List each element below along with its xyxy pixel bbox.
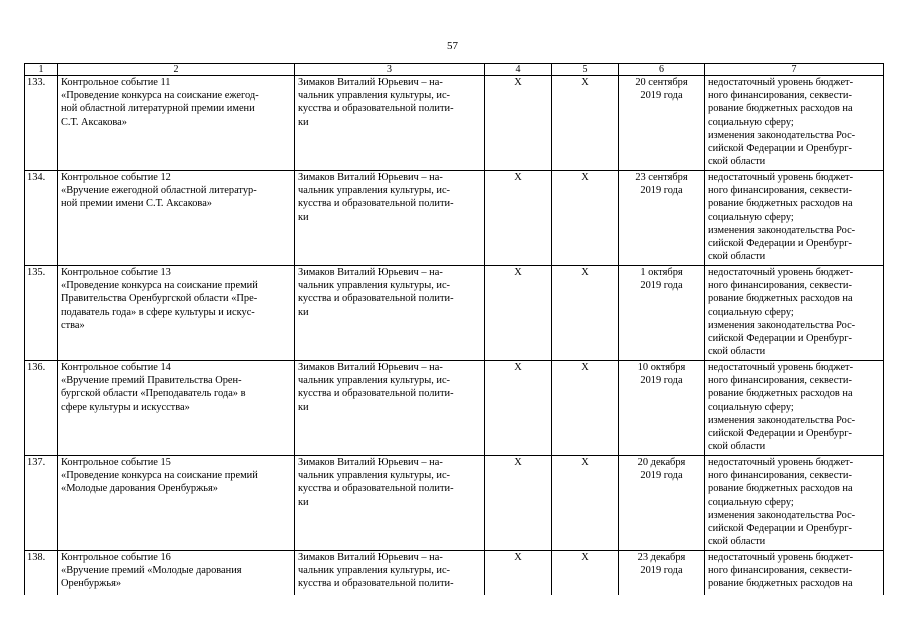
row-number-cell	[25, 171, 58, 266]
row-number: 138.	[27, 552, 46, 563]
responsible-text-line: ки	[298, 496, 309, 508]
event-cell	[58, 361, 295, 456]
table-container	[24, 63, 886, 595]
risk-text-line: социальную сферу;	[708, 116, 794, 128]
risk-text-line: изменения законодательства Рос-	[708, 414, 856, 426]
header-col-6: 6	[619, 64, 705, 76]
date-cell	[619, 171, 705, 266]
risk-text-line: социальную сферу;	[708, 211, 794, 223]
event-text-line: Правительства Оренбургской области «Пре-	[61, 293, 258, 305]
risk-text-line: недостаточный уровень бюджет-	[708, 172, 854, 183]
responsible-text-line: кусства и образовательной полити-	[298, 483, 454, 495]
row-number: 133.	[27, 77, 46, 88]
responsible-cell	[295, 456, 485, 551]
responsible-cell	[295, 171, 485, 266]
row-number: 136.	[27, 362, 46, 373]
event-text-line: Контрольное событие 13	[61, 267, 171, 278]
event-text-line: ства»	[61, 319, 85, 331]
date-text-line: 2019 года	[640, 375, 683, 387]
responsible-text-line: чальник управления культуры, ис-	[298, 280, 451, 292]
date-cell	[619, 76, 705, 171]
event-text-line: С.Т. Аксакова»	[61, 116, 127, 128]
col5-cell	[552, 456, 619, 551]
date-text-line: 20 декабря	[637, 457, 686, 468]
event-text-line: Контрольное событие 12	[61, 172, 171, 183]
event-text-line: бургской области «Преподаватель года» в	[61, 388, 246, 400]
col4-cell	[485, 171, 552, 266]
col5-cell	[552, 551, 619, 596]
risk-text-line: социальную сферу;	[708, 496, 794, 508]
date-text-line: 20 сентября	[635, 77, 688, 88]
risk-text-line: рование бюджетных расходов на	[708, 388, 853, 400]
responsible-text-line: Зимаков Виталий Юрьевич – на-	[298, 457, 443, 468]
table-row	[25, 266, 884, 361]
control-events-table	[24, 63, 884, 595]
risk-text-line: недостаточный уровень бюджет-	[708, 552, 854, 563]
header-col-4: 4	[485, 64, 552, 76]
row-number-cell	[25, 551, 58, 596]
risk-cell	[705, 266, 884, 361]
col5-mark: X	[581, 457, 589, 468]
risk-text-line: сийской Федерации и Оренбург-	[708, 523, 852, 535]
date-text-line: 2019 года	[640, 90, 683, 102]
responsible-text-line: чальник управления культуры, ис-	[298, 185, 451, 197]
row-number-cell	[25, 76, 58, 171]
col4-mark: X	[514, 172, 522, 183]
col4-mark: X	[514, 267, 522, 278]
responsible-text-line: кусства и образовательной полити-	[298, 578, 454, 590]
responsible-text-line: чальник управления культуры, ис-	[298, 375, 451, 387]
responsible-text-line: чальник управления культуры, ис-	[298, 470, 451, 482]
row-number: 134.	[27, 172, 46, 183]
table-row	[25, 171, 884, 266]
col4-mark: X	[514, 362, 522, 373]
risk-text-line: сийской Федерации и Оренбург-	[708, 333, 852, 345]
event-text-line: «Молодые дарования Оренбуржья»	[61, 483, 219, 495]
risk-cell	[705, 456, 884, 551]
risk-text-line: недостаточный уровень бюджет-	[708, 457, 854, 468]
header-col-1: 1	[25, 64, 58, 76]
responsible-text-line: Зимаков Виталий Юрьевич – на-	[298, 77, 443, 88]
risk-text-line: изменения законодательства Рос-	[708, 319, 856, 331]
date-cell	[619, 361, 705, 456]
date-cell	[619, 456, 705, 551]
date-text-line: 2019 года	[640, 470, 683, 482]
col5-mark: X	[581, 267, 589, 278]
risk-text-line: социальную сферу;	[708, 401, 794, 413]
col5-mark: X	[581, 77, 589, 88]
risk-cell	[705, 551, 884, 596]
responsible-text-line: кусства и образовательной полити-	[298, 198, 454, 210]
responsible-text-line: Зимаков Виталий Юрьевич – на-	[298, 362, 443, 373]
table-row	[25, 76, 884, 171]
responsible-text-line: Зимаков Виталий Юрьевич – на-	[298, 172, 443, 183]
event-text-line: Контрольное событие 11	[61, 77, 171, 88]
table-row	[25, 551, 884, 596]
risk-text-line: сийской Федерации и Оренбург-	[708, 428, 852, 440]
date-text-line: 2019 года	[640, 280, 683, 292]
col4-mark: X	[514, 77, 522, 88]
risk-text-line: изменения законодательства Рос-	[708, 509, 856, 521]
risk-text-line: ской области	[708, 441, 766, 453]
row-number-cell	[25, 456, 58, 551]
event-cell	[58, 171, 295, 266]
date-text-line: 10 октября	[637, 362, 686, 373]
col4-mark: X	[514, 457, 522, 468]
event-text-line: сфере культуры и искусства»	[61, 401, 190, 413]
risk-text-line: изменения законодательства Рос-	[708, 129, 856, 141]
event-text-line: «Вручение премий «Молодые дарования	[61, 565, 242, 577]
responsible-text-line: ки	[298, 306, 309, 318]
risk-text-line: недостаточный уровень бюджет-	[708, 77, 854, 88]
risk-cell	[705, 361, 884, 456]
responsible-text-line: чальник управления культуры, ис-	[298, 90, 451, 102]
responsible-text-line: ки	[298, 211, 309, 223]
col5-mark: X	[581, 552, 589, 563]
date-text-line: 2019 года	[640, 185, 683, 197]
risk-text-line: рование бюджетных расходов на	[708, 483, 853, 495]
risk-text-line: ской области	[708, 156, 766, 168]
risk-text-line: рование бюджетных расходов на	[708, 198, 853, 210]
event-text-line: «Вручение премий Правительства Орен-	[61, 375, 242, 387]
col5-mark: X	[581, 172, 589, 183]
event-text-line: ной областной литературной премии имени	[61, 103, 255, 115]
responsible-cell	[295, 361, 485, 456]
event-text-line: ной премии имени С.Т. Аксакова»	[61, 198, 213, 210]
row-number: 137.	[27, 457, 46, 468]
col5-cell	[552, 361, 619, 456]
risk-text-line: рование бюджетных расходов на	[708, 103, 853, 115]
col5-mark: X	[581, 362, 589, 373]
col5-cell	[552, 76, 619, 171]
col4-cell	[485, 361, 552, 456]
date-cell	[619, 551, 705, 596]
header-col-7: 7	[705, 64, 884, 76]
header-col-2: 2	[58, 64, 295, 76]
risk-text-line: ного финансирования, секвести-	[708, 185, 852, 197]
risk-text-line: ного финансирования, секвести-	[708, 280, 852, 292]
risk-text-line: ской области	[708, 536, 766, 548]
event-text-line: «Проведение конкурса на соискание ежегод-	[61, 90, 259, 102]
responsible-text-line: чальник управления культуры, ис-	[298, 565, 451, 577]
responsible-text-line: Зимаков Виталий Юрьевич – на-	[298, 267, 443, 278]
risk-text-line: рование бюджетных расходов на	[708, 293, 853, 305]
row-number-cell	[25, 361, 58, 456]
header-row	[25, 64, 884, 76]
date-cell	[619, 266, 705, 361]
risk-text-line: ного финансирования, секвести-	[708, 565, 852, 577]
event-text-line: Контрольное событие 15	[61, 457, 171, 468]
table-row	[25, 361, 884, 456]
col4-mark: X	[514, 552, 522, 563]
header-col-5: 5	[552, 64, 619, 76]
event-text-line: «Вручение ежегодной областной литератур-	[61, 185, 257, 197]
header-col-3: 3	[295, 64, 485, 76]
event-cell	[58, 456, 295, 551]
event-text-line: Оренбуржья»	[61, 578, 122, 590]
responsible-cell	[295, 551, 485, 596]
risk-text-line: ской области	[708, 251, 766, 263]
event-cell	[58, 76, 295, 171]
event-text-line: «Проведение конкурса на соискание премий	[61, 280, 258, 292]
row-number-cell	[25, 266, 58, 361]
risk-text-line: рование бюджетных расходов на	[708, 578, 853, 590]
event-cell	[58, 551, 295, 596]
event-cell	[58, 266, 295, 361]
risk-text-line: сийской Федерации и Оренбург-	[708, 143, 852, 155]
col4-cell	[485, 551, 552, 596]
risk-text-line: ской области	[708, 346, 766, 358]
date-text-line: 1 октября	[640, 267, 683, 278]
row-number: 135.	[27, 267, 46, 278]
date-text-line: 23 декабря	[637, 552, 686, 563]
risk-text-line: социальную сферу;	[708, 306, 794, 318]
responsible-cell	[295, 266, 485, 361]
responsible-text-line: кусства и образовательной полити-	[298, 388, 454, 400]
col5-cell	[552, 171, 619, 266]
col4-cell	[485, 76, 552, 171]
risk-cell	[705, 76, 884, 171]
risk-text-line: ного финансирования, секвести-	[708, 375, 852, 387]
risk-cell	[705, 171, 884, 266]
responsible-text-line: Зимаков Виталий Юрьевич – на-	[298, 552, 443, 563]
risk-text-line: ного финансирования, секвести-	[708, 470, 852, 482]
risk-text-line: изменения законодательства Рос-	[708, 224, 856, 236]
date-text-line: 23 сентября	[635, 172, 688, 183]
responsible-text-line: ки	[298, 401, 309, 413]
responsible-cell	[295, 76, 485, 171]
event-text-line: «Проведение конкурса на соискание премий	[61, 470, 258, 482]
event-text-line: подаватель года» в сфере культуры и искус-	[61, 306, 255, 318]
date-text-line: 2019 года	[640, 565, 683, 577]
event-text-line: Контрольное событие 16	[61, 552, 171, 563]
responsible-text-line: кусства и образовательной полити-	[298, 293, 454, 305]
risk-text-line: недостаточный уровень бюджет-	[708, 267, 854, 278]
col5-cell	[552, 266, 619, 361]
col4-cell	[485, 456, 552, 551]
event-text-line: Контрольное событие 14	[61, 362, 171, 373]
risk-text-line: недостаточный уровень бюджет-	[708, 362, 854, 373]
responsible-text-line: ки	[298, 116, 309, 128]
page-number: 57	[447, 40, 458, 52]
col4-cell	[485, 266, 552, 361]
responsible-text-line: кусства и образовательной полити-	[298, 103, 454, 115]
risk-text-line: сийской Федерации и Оренбург-	[708, 238, 852, 250]
risk-text-line: ного финансирования, секвести-	[708, 90, 852, 102]
table-row	[25, 456, 884, 551]
